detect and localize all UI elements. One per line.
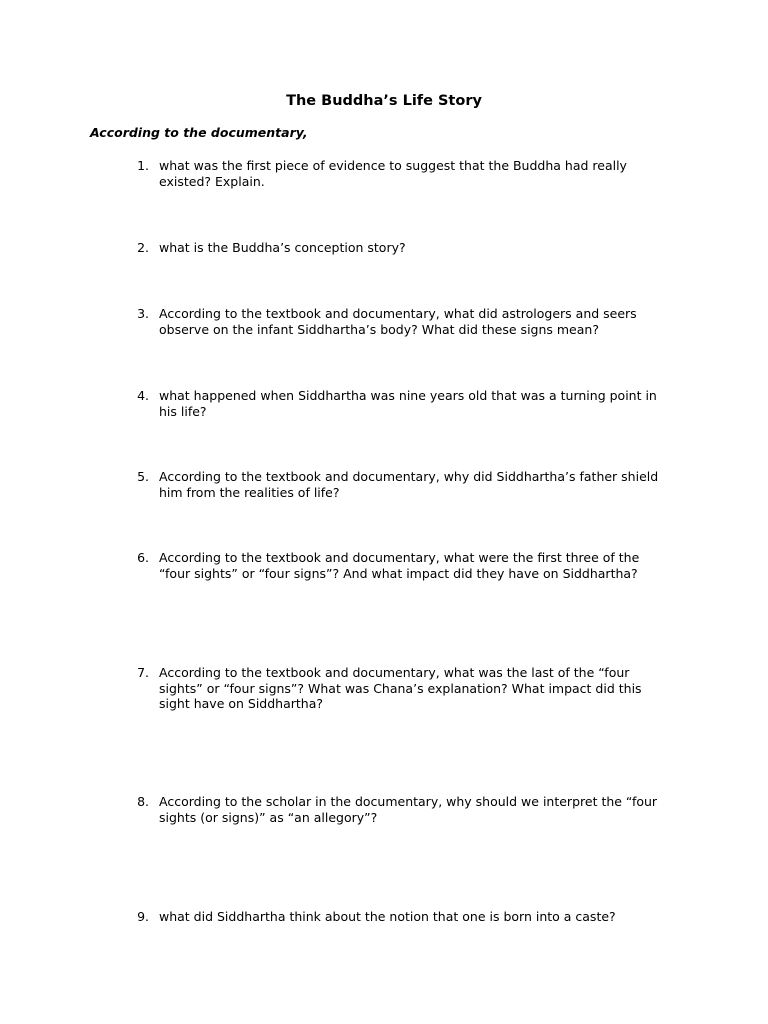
question-text: what is the Buddha’s conception story? bbox=[159, 240, 406, 255]
question-number: 3. bbox=[137, 306, 149, 321]
question-text: According to the textbook and documentary, why did Siddhartha’s father shield him from the realities of life? bbox=[159, 469, 659, 500]
question-number: 2. bbox=[137, 240, 149, 255]
question-number: 8. bbox=[137, 794, 149, 809]
subheading: According to the documentary, bbox=[90, 125, 308, 140]
question-text: what happened when Siddhartha was nine years old that was a turning point in his life? bbox=[159, 388, 657, 419]
question-number: 7. bbox=[137, 665, 149, 680]
question-number: 4. bbox=[137, 388, 149, 403]
question-number: 6. bbox=[137, 550, 149, 565]
question-text: According to the textbook and documentary, what did astrologers and seers observe on the infant Siddhartha’s body? What did these signs mean? bbox=[159, 306, 637, 337]
question-number: 5. bbox=[137, 469, 149, 484]
question-text: what was the first piece of evidence to suggest that the Buddha had really existed? Explain. bbox=[159, 158, 627, 189]
question-text: According to the textbook and documentary, what was the last of the “four sights” or “four signs”? What was Chana’s explanation? What impact did this sight have on Siddhartha? bbox=[159, 665, 642, 711]
question-text: According to the scholar in the documentary, why should we interpret the “four sights (or signs)” as “an allegory”? bbox=[159, 794, 658, 825]
question-number: 1. bbox=[137, 158, 149, 173]
question-text: what did Siddhartha think about the notion that one is born into a caste? bbox=[159, 909, 616, 924]
question-text: According to the textbook and documentary, what were the first three of the “four sights” or “four signs”? And what impact did they have on Siddhartha? bbox=[159, 550, 640, 581]
page-title: The Buddha’s Life Story bbox=[286, 93, 482, 109]
question-number: 9. bbox=[137, 909, 149, 924]
